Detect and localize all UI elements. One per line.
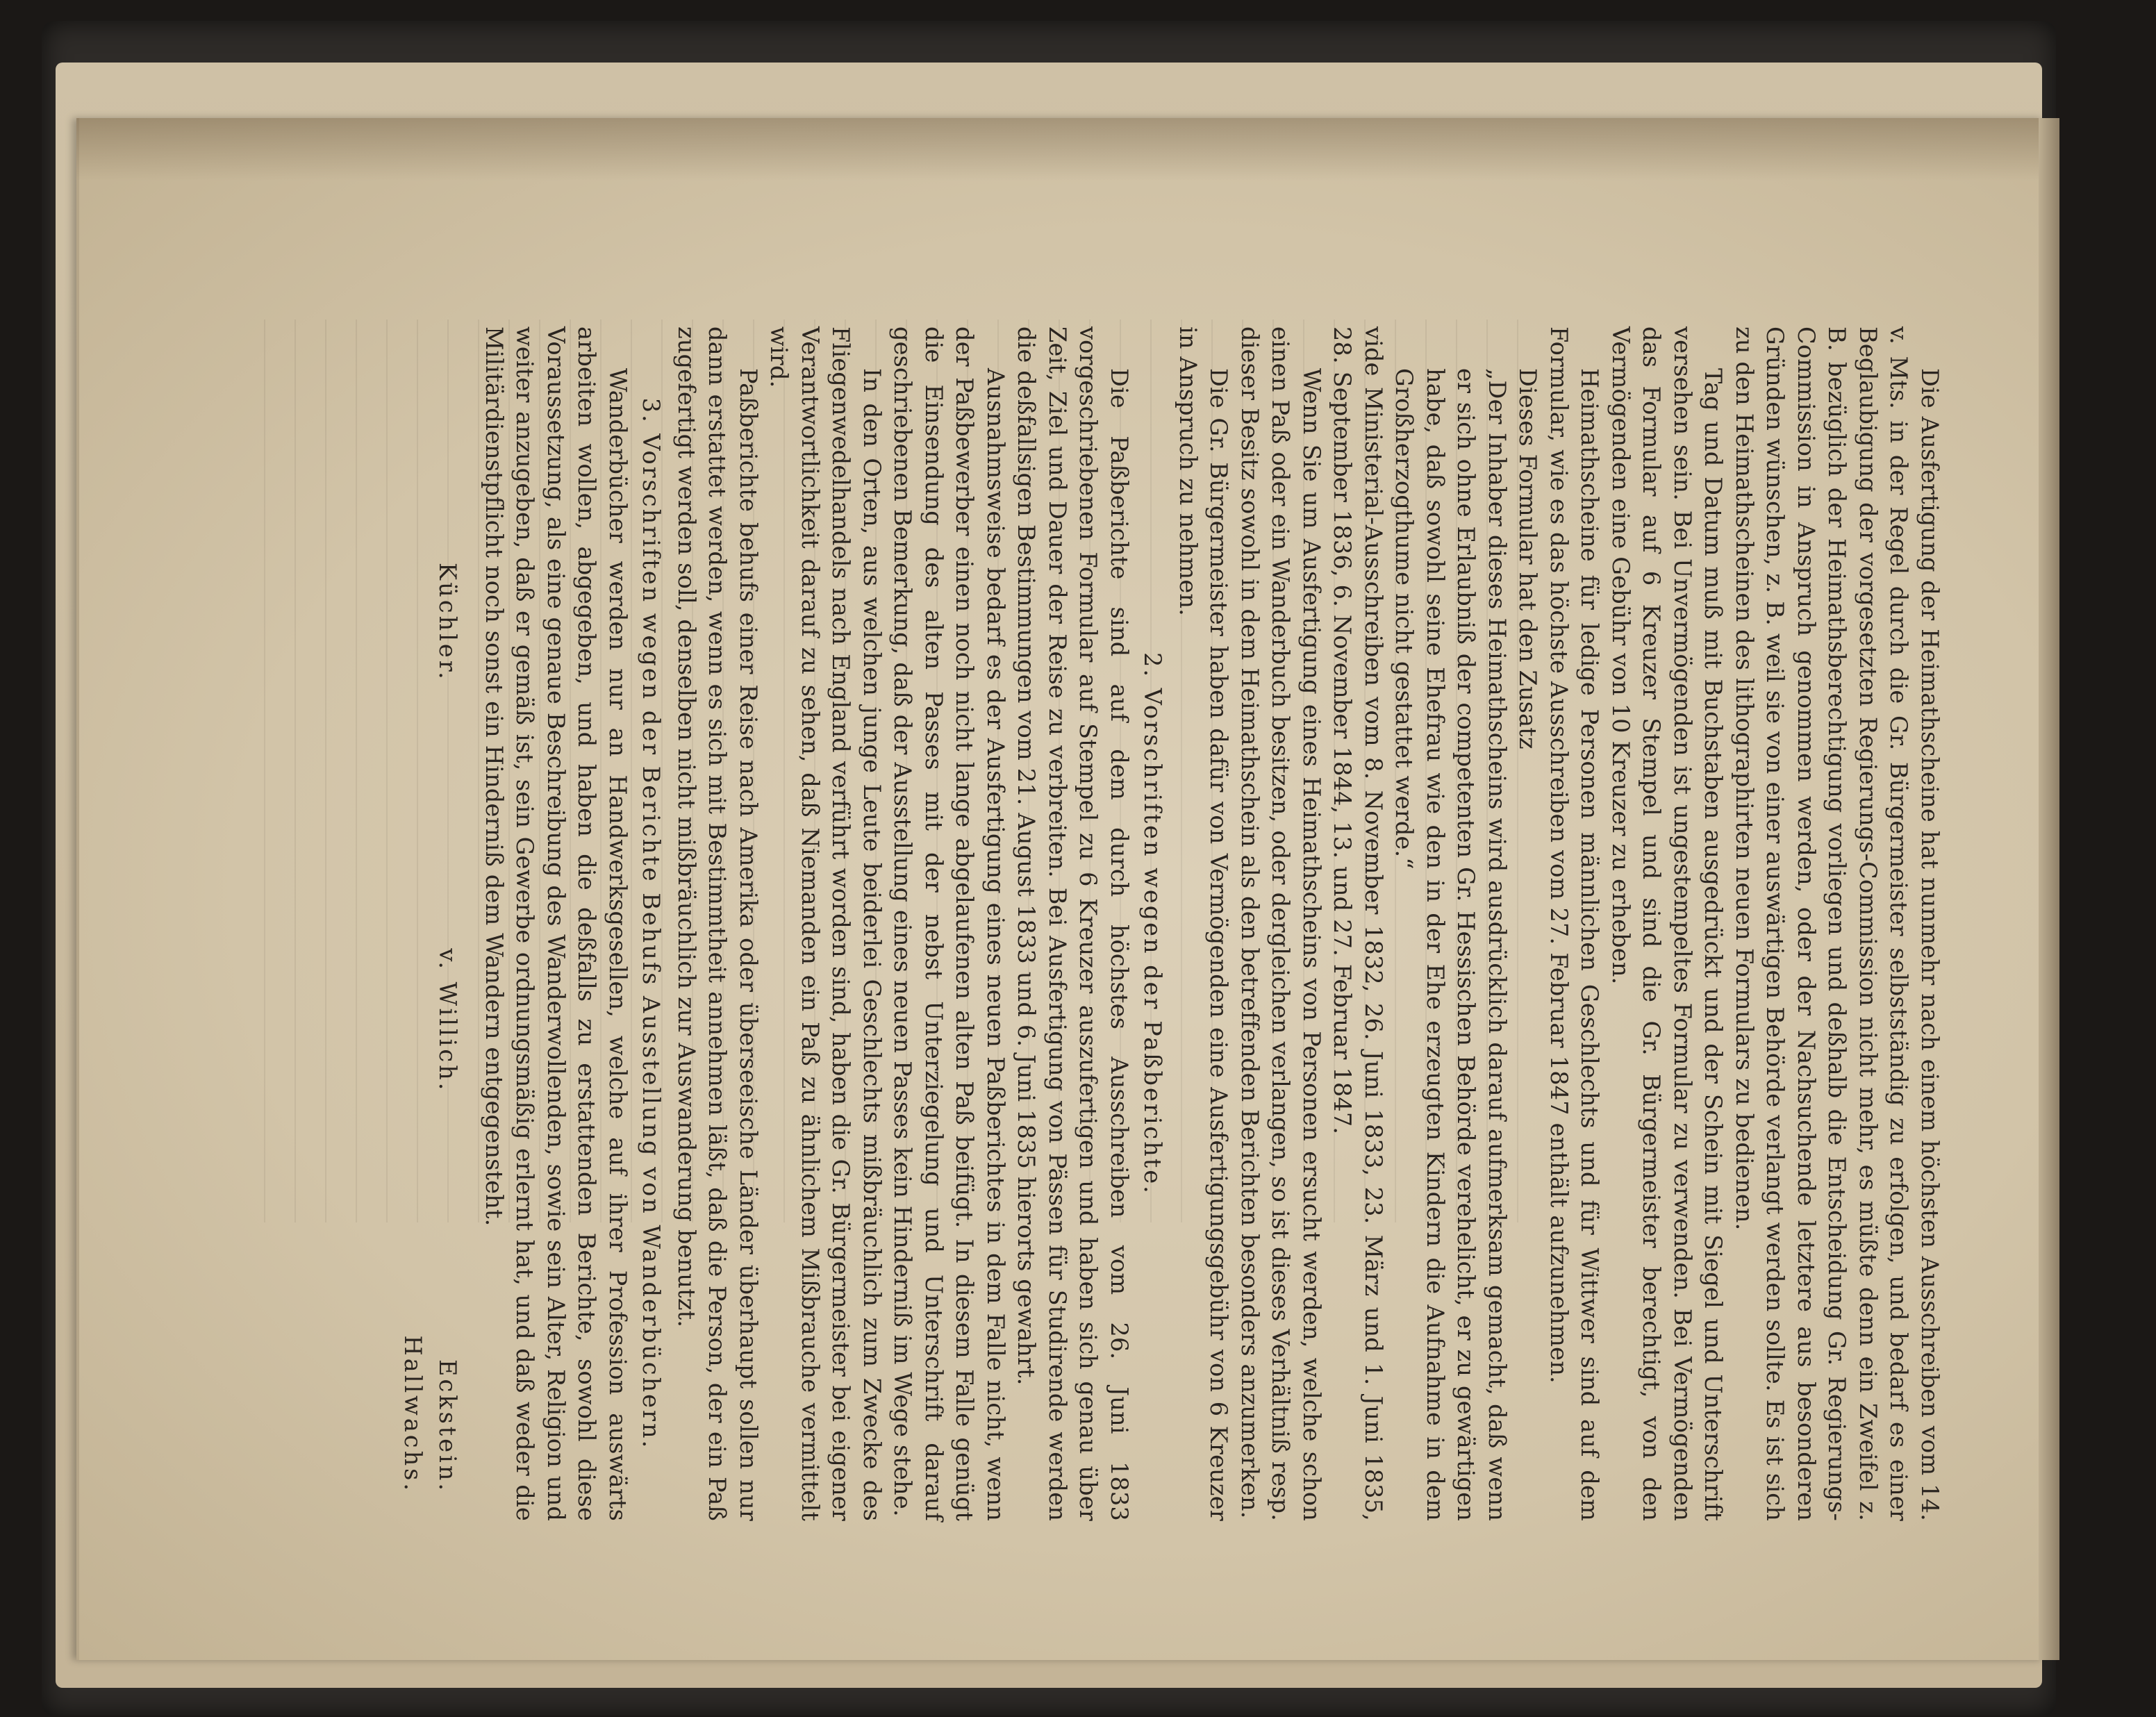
quoted-clause: „Der Inhaber dieses Heimathscheins wird ausdrücklich darauf aufmerksam gemacht, daß wenn er sich ohne Erlaubniß der competenten Gr. Hessischen Behörde verehelicht, er zu gewärtigen habe, daß sowohl seine Ehefrau wie den in der Ehe erzeugten Kindern die Aufnahme in dem Großherzogthume nicht gestattet werde.“ — [1391, 368, 1511, 1521]
gutter-shadow — [76, 118, 2042, 181]
signature-row — [432, 326, 479, 1521]
signature: Küchler. — [434, 563, 462, 682]
paragraph: Paßberichte behufs einer Reise nach Amerika oder überseeische Länder überhaupt sollen nur dann erstattet werden, wenn es sich mit Bestimmtheit annehmen läßt, daß die Person, der ein Paß zugefertigt werden soll, denselben nicht mißbräuchlich zur Auswanderung benutzt. — [673, 326, 762, 1521]
paragraph: Tag und Datum muß mit Buchstaben ausgedrückt und der Schein mit Siegel und Unterschrift versehen sein. Bei Unvermögenden ist ungestempeltes Formular zu verwenden. Bei Vermögenden das Formular auf 6 Kreuzer Stempel und sind die Gr. Bürgermeister berechtigt, von den Vermögenden eine Gebühr von 10 Kreuzer zu erheben. — [1607, 326, 1727, 1521]
section-heading: 2. Vorschriften wegen der Paßberichte. — [1139, 652, 1167, 1195]
paragraph: Ausnahmsweise bedarf es der Ausfertigung eines neuen Paßberichtes in dem Falle nicht, wenn der Paßbewerber einen noch nicht lange abgelaufenen alten Paß beifügt. In diesem Falle genügt die Einsendung des alten Passes mit der nebst Unterziegelung und Unterschrift darauf geschriebenen Bemerkung, daß der Ausstellung eines neuen Passes kein Hinderniß im Wege stehe. — [889, 326, 1009, 1521]
paragraph: Heimathscheine für ledige Personen männlichen Geschlechts und für Wittwer sind auf dem Formular, wie es das höchste Ausschreiben vom 27. Februar 1847 enthält aufzunehmen. — [1545, 326, 1604, 1521]
signature: v. Willich. — [434, 948, 462, 1093]
rotated-text-block — [397, 326, 1946, 1521]
paragraph: Die Gr. Bürgermeister haben dafür von Vermögenden eine Ausfertigungsgebühr von 6 Kreuzer in Anspruch zu nehmen. — [1175, 326, 1233, 1521]
paragraph: Wenn Sie um Ausfertigung eines Heimathscheins von Personen ersucht werden, welche schon einen Paß oder ein Wanderbuch besitzen, oder dergleichen verlangen, so ist dieses Verhältniß resp. dieser Besitz sowohl in dem Heimathschein als den betreffenden Berichten besonders anzumerken. — [1236, 326, 1325, 1521]
signature-secretary: Hallwachs. — [399, 1335, 426, 1493]
paragraph: Wanderbücher werden nur an Handwerksgesellen, welche auf ihrer Profession auswärts arbeiten wollen, abgegeben, und haben die deßfalls zu erstattenden Berichte, sowohl diese Voraussetzung, als eine genaue Beschreibung des Wanderwollenden, sowie sein Alter, Religion und weiter anzugeben, daß er gemäß ist, sein Gewerbe ordnungsmäßig erlernt hat, und daß weder die Militärdienstpflicht noch sonst ein Hinderniß dem Wandern entgegensteht. — [481, 326, 631, 1521]
paragraph: vide Ministerial-Ausschreiben vom 8. November 1832, 26. Juni 1833, 23. März und 1. Juni 1835, 28. September 1836, 6. November 1844, 13. und 27. Februar 1847. — [1329, 326, 1387, 1521]
page-edge — [2039, 118, 2059, 1660]
signature: Eckstein. — [434, 1359, 462, 1493]
paragraph: Die Paßberichte sind auf dem durch höchstes Ausschreiben vom 26. Juni 1833 vorgeschriebenen Formular auf Stempel zu 6 Kreuzer auszufertigen und haben sich genau über Zeit, Ziel und Dauer der Reise zu verbreiten. Bei Ausfertigung von Pässen für Studirende werden die deßfallsigen Bestimmungen vom 21. August 1833 und 6. Juni 1835 hierorts gewahrt. — [1013, 326, 1133, 1521]
paragraph: Dieses Formular hat den Zusatz — [1514, 368, 1542, 749]
paragraph: In den Orten, aus welchen junge Leute beiderlei Geschlechts mißbräuchlich zum Zwecke des Fliegenwedelhandels nach England verführt worden sind, haben die Gr. Bürgermeister bei eigener Verantwortlichkeit darauf zu sehen, daß Niemanden ein Paß zu ähnlichem Mißbrauche vermittelt wird. — [765, 326, 886, 1521]
section-heading: 3. Vorschriften wegen der Berichte Behufs Ausstellung von Wanderbüchern. — [638, 397, 665, 1450]
paragraph: Die Ausfertigung der Heimathscheine hat nunmehr nach einem höchsten Ausschreiben vom 14. v. Mts. in der Regel durch die Gr. Bürgermeister selbstständig zu erfolgen, und bedarf es einer Beglaubigung der vorgesetzten Regierungs-Commission nicht mehr, es müßte denn ein Zweifel z. B. bezüglich der Heimathsberechtigung vorliegen und deßhalb die Entscheidung Gr. Regierungs-Commission in Anspruch genommen werden, oder der Nachsuchende letztere aus besonderen Gründen wünschen, z. B. weil sie von einer auswärtigen Behörde verlangt werden sollte. Es ist sich zu den Heimathscheinen des lithographirten neuen Formulars zu bedienen. — [1731, 326, 1943, 1521]
